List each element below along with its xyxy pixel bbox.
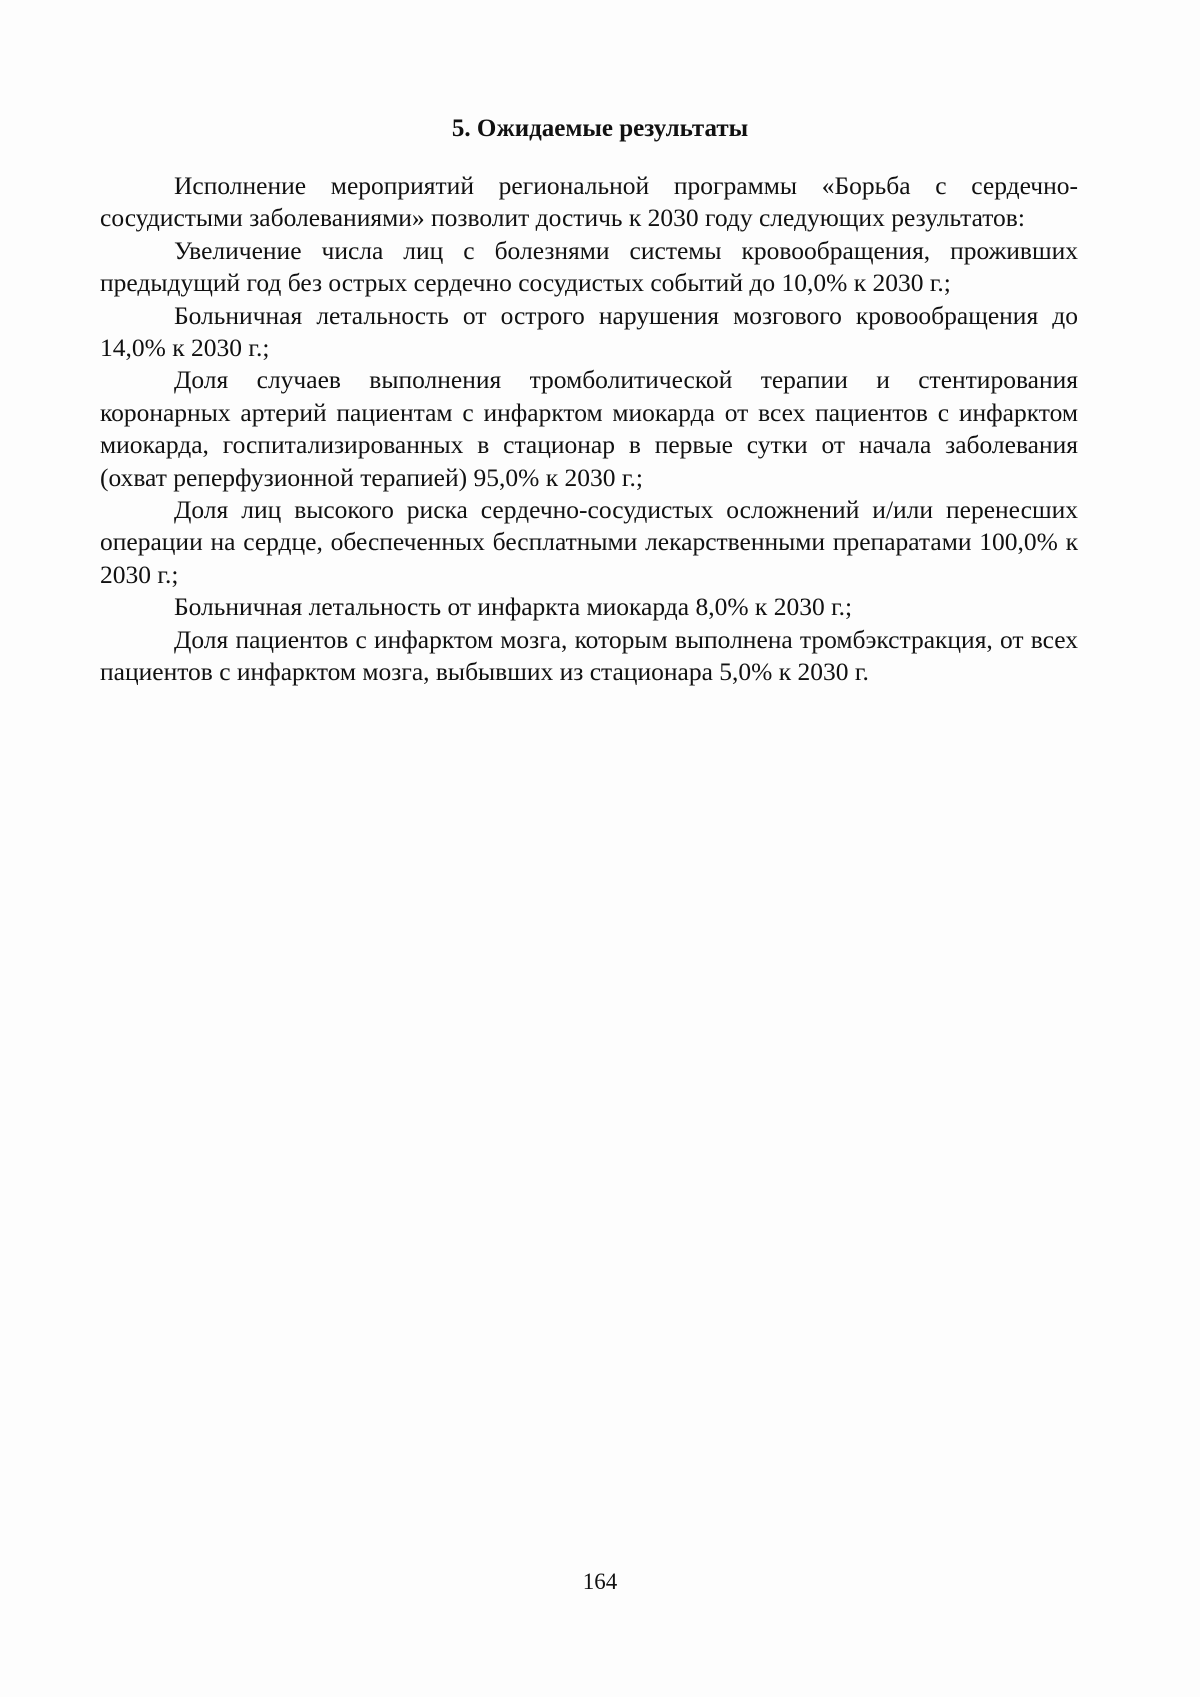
paragraph-intro: Исполнение мероприятий региональной программы «Борьба с сердечно-сосудистыми заболеваниями» позволит достичь к 2030 году следующих результатов: <box>100 171 1078 233</box>
paragraph-result-2: Больничная летальность от острого нарушения мозгового кровообращения до 14,0% к 2030 г.; <box>100 300 1078 363</box>
page-number: 164 <box>582 1569 618 1594</box>
section-heading: 5. Ожидаемые результаты <box>451 115 749 142</box>
paragraph-result-4: Доля лиц высокого риска сердечно-сосудистых осложнений и/или перенесших операции на сердце, обеспеченных бесплатными лекарственными препаратами 100,0% к 2030 г.; <box>100 495 1078 589</box>
paragraph-result-5: Больничная летальность от инфаркта миокарда 8,0% к 2030 г.; <box>174 592 853 622</box>
paragraph-result-6: Доля пациентов с инфарктом мозга, которым выполнена тромбэкстракция, от всех пациентов с инфарктом мозга, выбывших из стационара 5,0% к 2030 г. <box>100 624 1078 687</box>
paragraph-result-1: Увеличение числа лиц с болезнями системы кровообращения, проживших предыдущий год без острых сердечно сосудистых событий до 10,0% к 2030 г.; <box>100 235 1078 298</box>
section-body <box>100 170 1078 689</box>
paragraph-result-3: Доля случаев выполнения тромболитической терапии и стентирования коронарных артерий пациентам с инфарктом миокарда от всех пациентов с инфарктом миокарда, госпитализированных в стационар в первые сутки от начала заболевания (охват реперфузионной терапией) 95,0% к 2030 г.; <box>100 365 1078 492</box>
